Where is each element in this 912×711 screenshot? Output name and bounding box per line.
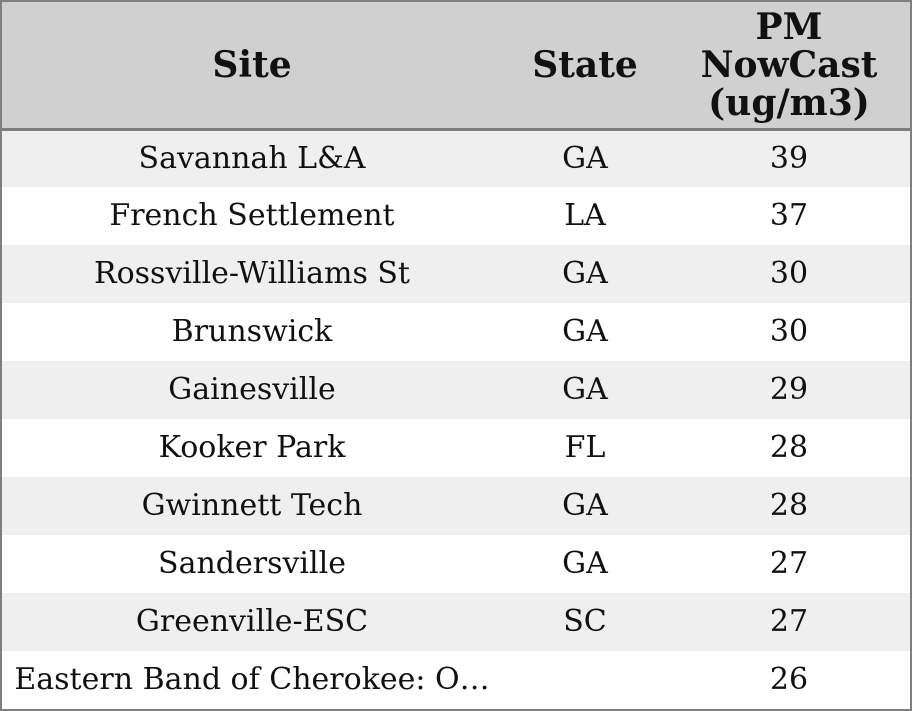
state-cell: GA [502, 477, 668, 535]
pm-value-cell: 37 [668, 187, 910, 245]
column-header-site-label: Site [212, 43, 292, 86]
state-cell: LA [502, 187, 668, 245]
pm-value-cell: 39 [668, 129, 910, 187]
site-cell: Savannah L&A [2, 129, 502, 187]
state-cell: FL [502, 419, 668, 477]
site-cell: Gainesville [2, 361, 502, 419]
site-cell: Sandersville [2, 535, 502, 593]
table-row [2, 303, 910, 361]
pm-value-cell: 29 [668, 361, 910, 419]
table-row [2, 477, 910, 535]
site-cell: Greenville-ESC [2, 593, 502, 651]
table-row [2, 187, 910, 245]
pm-value-cell: 30 [668, 303, 910, 361]
column-header-pm-nowcast-label: PM NowCast (ug/m3) [700, 5, 878, 124]
sites-table [2, 2, 910, 709]
site-cell: Rossville-Williams St [2, 245, 502, 303]
column-header-pm-nowcast [668, 2, 910, 129]
state-cell: GA [502, 303, 668, 361]
site-cell: French Settlement [2, 187, 502, 245]
state-cell: GA [502, 129, 668, 187]
table-row [2, 361, 910, 419]
state-cell: GA [502, 361, 668, 419]
state-cell [502, 651, 668, 709]
table-row [2, 593, 910, 651]
site-cell: Gwinnett Tech [2, 477, 502, 535]
table-row [2, 535, 910, 593]
table-row [2, 419, 910, 477]
table-body [2, 129, 910, 709]
site-cell: Brunswick [2, 303, 502, 361]
site-cell: Kooker Park [2, 419, 502, 477]
table-row [2, 129, 910, 187]
table-header [2, 2, 910, 129]
column-header-site [2, 2, 502, 129]
pm-value-cell: 26 [668, 651, 910, 709]
column-header-state-label: State [532, 43, 638, 86]
pm-value-cell: 27 [668, 593, 910, 651]
pm-value-cell: 28 [668, 477, 910, 535]
state-cell: GA [502, 535, 668, 593]
column-header-state [502, 2, 668, 129]
state-cell: SC [502, 593, 668, 651]
pm-value-cell: 28 [668, 419, 910, 477]
pm-value-cell: 27 [668, 535, 910, 593]
pm-value-cell: 30 [668, 245, 910, 303]
header-row [2, 2, 910, 129]
table-row [2, 245, 910, 303]
site-cell: Eastern Band of Cherokee: O… [2, 651, 502, 709]
table-row [2, 651, 910, 709]
state-cell: GA [502, 245, 668, 303]
